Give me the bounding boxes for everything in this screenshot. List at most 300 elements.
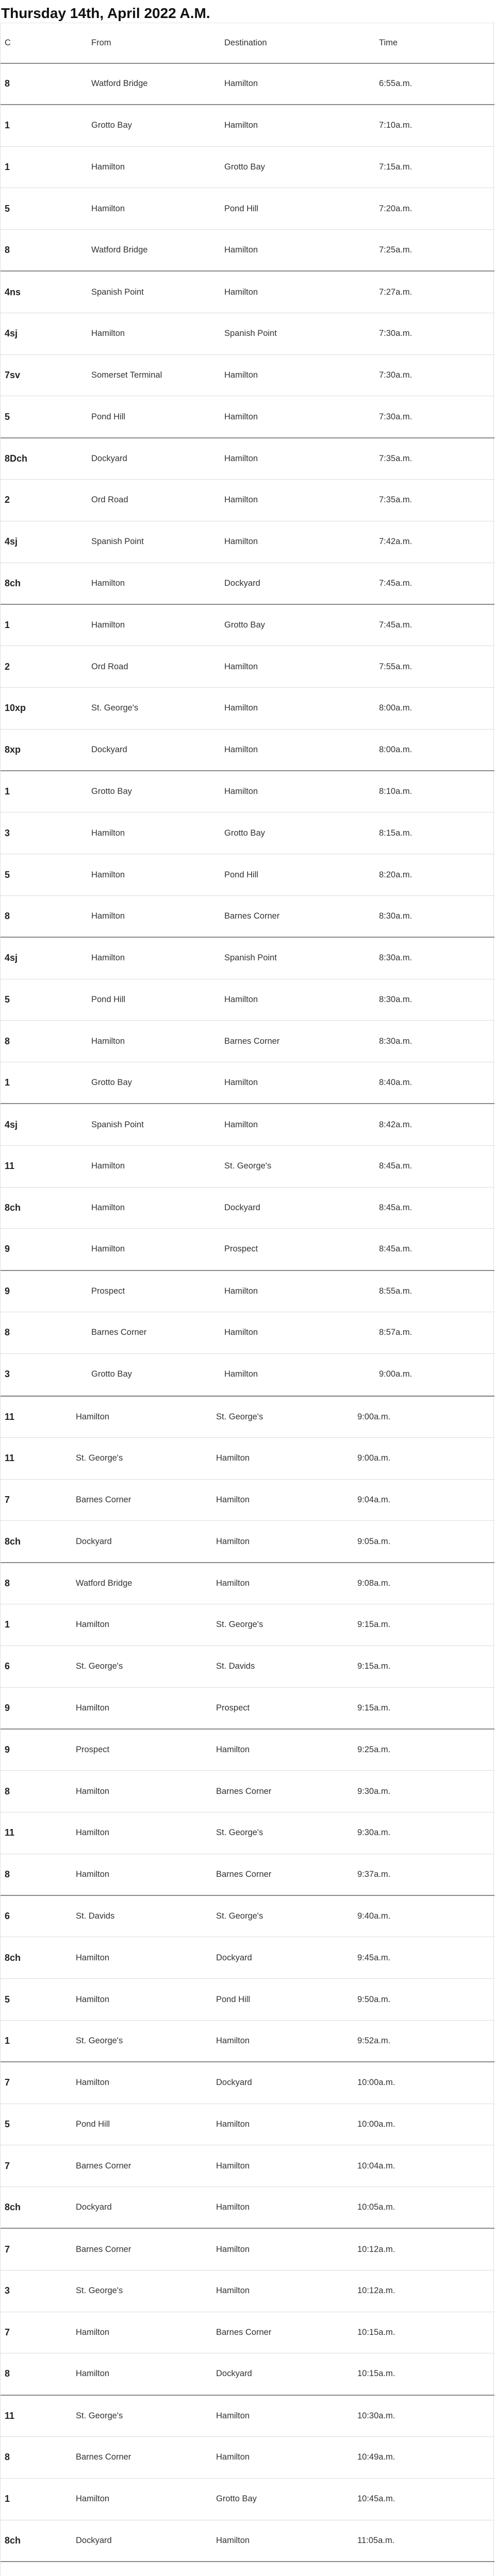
time-cell: 10:12a.m. — [357, 2244, 395, 2254]
route-cell: 4sj — [5, 1119, 18, 1130]
from-cell: Spanish Point — [91, 537, 144, 547]
from-cell: Hamilton — [76, 1994, 110, 2004]
table-row — [1, 937, 494, 979]
time-cell: 9:45a.m. — [357, 1953, 391, 1962]
route-cell: 7 — [5, 2077, 10, 2088]
from-cell: Hamilton — [91, 329, 125, 338]
destination-cell: Dockyard — [216, 2078, 252, 2088]
time-cell: 8:45a.m. — [379, 1244, 412, 1254]
route-cell: 9 — [5, 1285, 10, 1296]
time-cell: 9:15a.m. — [357, 1620, 391, 1630]
from-cell: Grotto Bay — [91, 787, 132, 796]
route-cell: 8ch — [5, 578, 21, 588]
table-row — [1, 63, 494, 105]
time-cell: 10:15a.m. — [357, 2327, 395, 2337]
destination-cell: Hamilton — [224, 1369, 258, 1379]
time-cell: 7:27a.m. — [379, 287, 412, 297]
table-row — [1, 1021, 494, 1062]
route-cell: 1 — [5, 161, 10, 172]
from-cell: Somerset Terminal — [91, 370, 162, 380]
route-cell: 7 — [5, 2160, 10, 2171]
from-cell: Hamilton — [76, 2327, 110, 2337]
from-cell: St. George's — [76, 2411, 123, 2420]
destination-cell: St. George's — [216, 1620, 263, 1630]
route-cell: 8 — [5, 911, 10, 922]
destination-cell: Prospect — [224, 1244, 258, 1254]
destination-cell — [212, 2562, 353, 2576]
from-cell: Pond Hill — [91, 994, 126, 1004]
destination-cell: St. George's — [216, 1412, 263, 1421]
destination-cell: Hamilton — [216, 1536, 250, 1546]
time-cell: 9:15a.m. — [357, 1662, 391, 1671]
column-header-time: Time — [379, 38, 398, 47]
route-cell: 4sj — [5, 953, 18, 963]
from-cell: Hamilton — [91, 953, 125, 963]
table-row — [1, 438, 494, 480]
time-cell: 10:15a.m. — [357, 2369, 395, 2379]
time-cell: 7:55a.m. — [379, 662, 412, 671]
table-row — [1, 729, 494, 771]
from-cell: Barnes Corner — [76, 2244, 131, 2254]
table-row — [1, 1979, 494, 2021]
route-cell: 2 — [5, 495, 10, 505]
table-row — [1, 188, 494, 230]
time-cell: 9:00a.m. — [357, 1412, 391, 1421]
table-row — [1, 2104, 494, 2145]
destination-cell: Hamilton — [216, 1495, 250, 1504]
from-cell: Dockyard — [91, 744, 127, 754]
table-row — [1, 1812, 494, 1854]
time-cell: 9:04a.m. — [357, 1495, 391, 1504]
destination-cell: Hamilton — [216, 1453, 250, 1463]
table-row — [1, 563, 494, 604]
destination-cell: Grotto Bay — [216, 2494, 257, 2504]
from-cell: Grotto Bay — [91, 121, 132, 130]
table-row — [1, 396, 494, 438]
table-row — [1, 771, 494, 812]
table-row — [1, 2312, 494, 2353]
route-cell: 7 — [5, 2327, 10, 2337]
route-cell: 8 — [5, 2368, 10, 2379]
time-cell: 7:15a.m. — [379, 162, 412, 172]
route-cell: 3 — [5, 827, 10, 838]
from-cell: Barnes Corner — [91, 1328, 147, 1337]
from-cell: Hamilton — [91, 1202, 125, 1212]
route-cell: 7 — [5, 1494, 10, 1505]
route-cell: 8ch — [5, 2202, 21, 2213]
time-cell — [353, 2562, 494, 2576]
destination-cell: Hamilton — [216, 2036, 250, 2046]
time-cell: 8:55a.m. — [379, 1286, 412, 1296]
route-cell: 11 — [5, 1411, 15, 1422]
destination-cell: Prospect — [216, 1703, 250, 1713]
from-cell: Hamilton — [91, 620, 125, 630]
time-cell: 10:30a.m. — [357, 2411, 395, 2420]
route-cell: 1 — [5, 120, 10, 131]
destination-cell: Hamilton — [224, 744, 258, 754]
from-cell: St. George's — [76, 2036, 123, 2046]
destination-cell: Hamilton — [224, 453, 258, 463]
route-cell: 4ns — [5, 286, 21, 297]
route-cell: 11 — [5, 2410, 15, 2421]
route-cell: 5 — [5, 203, 10, 214]
destination-cell: Hamilton — [224, 370, 258, 380]
table-row — [1, 1187, 494, 1229]
destination-cell: Hamilton — [224, 537, 258, 547]
destination-cell: Hamilton — [216, 2161, 250, 2171]
route-cell: 1 — [5, 2494, 10, 2504]
time-cell: 9:30a.m. — [357, 1786, 391, 1796]
table-row — [1, 895, 494, 937]
schedule-table-early — [1, 23, 494, 1396]
time-cell: 7:25a.m. — [379, 245, 412, 255]
table-header — [1, 23, 494, 63]
time-cell: 10:45a.m. — [357, 2494, 395, 2504]
table-row — [1, 1854, 494, 1895]
table-row — [1, 1479, 494, 1521]
table-row — [1, 1270, 494, 1312]
from-cell: Dockyard — [76, 1536, 112, 1546]
destination-cell: Grotto Bay — [224, 620, 265, 630]
table-row — [1, 1521, 494, 1563]
time-cell: 7:10a.m. — [379, 121, 412, 130]
from-cell: St. George's — [91, 703, 139, 713]
schedule-table-late — [1, 1396, 494, 2576]
route-cell: 11 — [5, 1827, 15, 1838]
route-cell: 9 — [5, 1244, 10, 1255]
schedule-container — [0, 23, 494, 2576]
header-row — [1, 23, 494, 63]
route-cell: 1 — [5, 786, 10, 797]
route-cell: 8 — [5, 245, 10, 256]
from-cell: St. George's — [76, 1662, 123, 1671]
destination-cell: Dockyard — [224, 578, 260, 588]
table-row — [1, 146, 494, 188]
column-header-from: From — [91, 38, 111, 47]
table-row — [1, 1771, 494, 1812]
time-cell: 9:30a.m. — [357, 1828, 391, 1838]
time-cell: 6:55a.m. — [379, 79, 412, 89]
route-cell: 8xp — [5, 744, 21, 755]
route-cell: 5 — [5, 994, 10, 1005]
from-cell: Hamilton — [76, 2078, 110, 2088]
time-cell: 8:40a.m. — [379, 1078, 412, 1088]
table-body-early — [1, 63, 494, 1396]
route-cell: 11 — [5, 1161, 15, 1172]
table-row — [1, 1895, 494, 1937]
from-cell: Watford Bridge — [76, 1578, 133, 1588]
route-cell: 5 — [5, 411, 10, 422]
from-cell: Hamilton — [76, 2494, 110, 2504]
from-cell: Hamilton — [76, 1786, 110, 1796]
destination-cell: Hamilton — [224, 703, 258, 713]
from-cell: Watford Bridge — [91, 79, 148, 89]
route-cell: 8 — [5, 1036, 10, 1046]
time-cell: 8:45a.m. — [379, 1202, 412, 1212]
from-cell: Hamilton — [76, 1412, 110, 1421]
from-cell: Spanish Point — [91, 287, 144, 297]
table-row — [1, 646, 494, 688]
table-row — [1, 812, 494, 854]
table-row — [1, 1229, 494, 1270]
time-cell: 8:00a.m. — [379, 744, 412, 754]
destination-cell: Barnes Corner — [216, 2327, 272, 2337]
route-cell: 1 — [5, 1619, 10, 1630]
route-cell: 7sv — [5, 369, 21, 380]
destination-cell: Pond Hill — [224, 204, 259, 213]
destination-cell: Barnes Corner — [216, 1786, 272, 1796]
from-cell: Ord Road — [91, 662, 128, 671]
table-row — [1, 2353, 494, 2395]
column-header-destination: Destination — [224, 38, 267, 47]
from-cell: Hamilton — [76, 1953, 110, 1962]
table-row — [1, 1437, 494, 1479]
time-cell: 11:05a.m. — [357, 2535, 395, 2545]
from-cell: Dockyard — [76, 2202, 112, 2212]
time-cell: 7:35a.m. — [379, 495, 412, 505]
from-cell: Hamilton — [91, 870, 125, 879]
table-row — [1, 2145, 494, 2187]
from-cell: St. George's — [76, 1453, 123, 1463]
table-row — [1, 521, 494, 563]
destination-cell: Hamilton — [216, 2286, 250, 2296]
route-cell: 8ch — [5, 1952, 21, 1963]
time-cell: 9:50a.m. — [357, 1994, 391, 2004]
destination-cell: Hamilton — [224, 287, 258, 297]
table-row — [1, 1312, 494, 1353]
time-cell: 8:42a.m. — [379, 1120, 412, 1129]
time-cell: 8:30a.m. — [379, 1036, 412, 1046]
table-row — [1, 1687, 494, 1729]
destination-cell: Hamilton — [224, 662, 258, 671]
destination-cell: St. George's — [216, 1828, 263, 1838]
from-cell: Ord Road — [91, 495, 128, 505]
table-row — [1, 1937, 494, 1979]
destination-cell: Hamilton — [216, 2119, 250, 2129]
destination-cell: Dockyard — [216, 2369, 252, 2379]
route-cell: 3 — [5, 1369, 10, 1380]
time-cell: 7:45a.m. — [379, 620, 412, 630]
destination-cell: Grotto Bay — [224, 828, 265, 838]
route-cell: 8 — [5, 1786, 10, 1797]
destination-cell: Hamilton — [216, 2535, 250, 2545]
destination-cell: Dockyard — [224, 1202, 260, 1212]
destination-cell: Barnes Corner — [216, 1869, 272, 1879]
destination-cell: Hamilton — [224, 245, 258, 255]
time-cell: 10:05a.m. — [357, 2202, 395, 2212]
destination-cell: Barnes Corner — [224, 1036, 280, 1046]
table-row — [1, 2020, 494, 2062]
from-cell: Watford Bridge — [91, 245, 148, 255]
route-cell: 9 — [5, 1702, 10, 1713]
route-cell: 8 — [5, 1869, 10, 1879]
destination-cell: Hamilton — [216, 1578, 250, 1588]
route-cell: 5 — [5, 869, 10, 880]
time-cell: 9:25a.m. — [357, 1745, 391, 1755]
from-cell: Dockyard — [76, 2535, 112, 2545]
from-cell: St. George's — [76, 2286, 123, 2296]
table-row — [1, 2520, 494, 2562]
route-cell: 7 — [5, 2244, 10, 2255]
route-cell: 6 — [5, 1661, 10, 1672]
time-cell: 10:00a.m. — [357, 2078, 395, 2088]
time-cell: 10:49a.m. — [357, 2452, 395, 2462]
time-cell: 7:45a.m. — [379, 578, 412, 588]
destination-cell: St. George's — [224, 1161, 272, 1171]
time-cell: 9:05a.m. — [357, 1536, 391, 1546]
time-cell: 7:42a.m. — [379, 537, 412, 547]
destination-cell: Hamilton — [216, 2202, 250, 2212]
route-cell: 5 — [5, 2119, 10, 2129]
table-row — [1, 230, 494, 272]
from-cell: Hamilton — [76, 2369, 110, 2379]
table-row — [1, 2062, 494, 2104]
table-row — [1, 1104, 494, 1145]
table-row — [1, 1729, 494, 1771]
route-cell: 8 — [5, 2452, 10, 2463]
table-row — [1, 2478, 494, 2520]
route-cell: 8ch — [5, 1202, 21, 1213]
table-row — [1, 1396, 494, 1438]
page-title: Thursday 14th, April 2022 A.M. — [1, 5, 210, 21]
time-cell: 9:37a.m. — [357, 1869, 391, 1879]
route-cell: 8ch — [5, 1536, 21, 1547]
route-cell: 1 — [5, 620, 10, 630]
table-row — [1, 1646, 494, 1687]
destination-cell: St. Davids — [216, 1662, 255, 1671]
route-cell: 4sj — [5, 328, 18, 339]
from-cell: Hamilton — [76, 1620, 110, 1630]
time-cell: 9:52a.m. — [357, 2036, 391, 2046]
from-cell: Pond Hill — [91, 412, 126, 421]
destination-cell: Grotto Bay — [224, 162, 265, 172]
destination-cell: Hamilton — [224, 1328, 258, 1337]
from-cell: Hamilton — [76, 1703, 110, 1713]
time-cell: 9:40a.m. — [357, 1911, 391, 1921]
table-row — [1, 1604, 494, 1646]
table-row — [1, 1563, 494, 1604]
time-cell: 8:00a.m. — [379, 703, 412, 713]
from-cell: Barnes Corner — [76, 1495, 131, 1504]
time-cell: 8:57a.m. — [379, 1328, 412, 1337]
from-cell: Barnes Corner — [76, 2161, 131, 2171]
time-cell: 8:20a.m. — [379, 870, 412, 879]
table-row — [1, 1062, 494, 1104]
destination-cell: Hamilton — [224, 994, 258, 1004]
destination-cell: Hamilton — [224, 1120, 258, 1129]
time-cell: 9:00a.m. — [379, 1369, 412, 1379]
route-cell: 8Dch — [5, 453, 28, 464]
destination-cell: Hamilton — [224, 412, 258, 421]
time-cell: 8:30a.m. — [379, 994, 412, 1004]
table-row — [1, 2562, 494, 2576]
destination-cell: Hamilton — [224, 495, 258, 505]
route-cell: 10xp — [5, 703, 26, 714]
route-cell: 1 — [5, 1077, 10, 1088]
table-row — [1, 979, 494, 1021]
from-cell: Dockyard — [91, 453, 127, 463]
from-cell: Hamilton — [91, 1036, 125, 1046]
table-row — [1, 1353, 494, 1395]
table-row — [1, 479, 494, 521]
destination-cell: Spanish Point — [224, 329, 277, 338]
from-cell: Prospect — [76, 1745, 110, 1755]
table-row — [1, 354, 494, 396]
destination-cell: Hamilton — [216, 2411, 250, 2420]
destination-cell: Hamilton — [216, 1745, 250, 1755]
from-cell: Pond Hill — [76, 2119, 110, 2129]
table-body-late — [1, 1396, 494, 2576]
time-cell: 9:15a.m. — [357, 1703, 391, 1713]
time-cell: 9:08a.m. — [357, 1578, 391, 1588]
from-cell: Spanish Point — [91, 1120, 144, 1129]
table-row — [1, 687, 494, 729]
table-row — [1, 2270, 494, 2312]
from-cell: Hamilton — [91, 1244, 125, 1254]
route-cell: 8ch — [5, 2535, 21, 2546]
from-cell: Hamilton — [91, 828, 125, 838]
from-cell: Hamilton — [76, 1828, 110, 1838]
table-row — [1, 2187, 494, 2229]
from-cell: Hamilton — [76, 1869, 110, 1879]
destination-cell: Dockyard — [216, 1953, 252, 1962]
destination-cell: St. George's — [216, 1911, 263, 1921]
time-cell: 9:00a.m. — [357, 1453, 391, 1463]
table-row — [1, 105, 494, 146]
destination-cell: Pond Hill — [216, 1994, 251, 2004]
time-cell: 7:30a.m. — [379, 329, 412, 338]
route-cell: 1 — [5, 2036, 10, 2046]
destination-cell: Hamilton — [224, 787, 258, 796]
time-cell: 7:20a.m. — [379, 204, 412, 213]
table-row — [1, 604, 494, 646]
time-cell: 7:35a.m. — [379, 453, 412, 463]
table-row — [1, 854, 494, 896]
table-row — [1, 2228, 494, 2270]
route-cell: 11 — [5, 1453, 15, 1464]
destination-cell: Hamilton — [224, 79, 258, 89]
from-cell: Hamilton — [91, 578, 125, 588]
from-cell: Hamilton — [91, 162, 125, 172]
table-row — [1, 2395, 494, 2437]
time-cell: 10:00a.m. — [357, 2119, 395, 2129]
route-cell: 3 — [5, 2285, 10, 2296]
time-cell: 7:30a.m. — [379, 370, 412, 380]
table-row — [1, 1145, 494, 1187]
route-cell: 4sj — [5, 536, 18, 547]
time-cell: 8:10a.m. — [379, 787, 412, 796]
from-cell: Prospect — [91, 1286, 125, 1296]
time-cell: 8:30a.m. — [379, 953, 412, 963]
route-cell: 2 — [5, 661, 10, 672]
from-cell: Barnes Corner — [76, 2452, 131, 2462]
from-cell: Hamilton — [91, 1161, 125, 1171]
time-cell: 10:12a.m. — [357, 2286, 395, 2296]
from-cell — [72, 2562, 212, 2576]
time-cell: 8:30a.m. — [379, 911, 412, 921]
column-header-route: C — [5, 38, 11, 47]
table-row — [1, 2436, 494, 2478]
from-cell: Hamilton — [91, 911, 125, 921]
destination-cell: Barnes Corner — [224, 911, 280, 921]
from-cell: Grotto Bay — [91, 1369, 132, 1379]
destination-cell: Hamilton — [224, 1286, 258, 1296]
route-cell: 8 — [5, 1327, 10, 1338]
route-cell: 9 — [5, 1744, 10, 1755]
table-row — [1, 313, 494, 354]
time-cell: 7:30a.m. — [379, 412, 412, 421]
table-row — [1, 271, 494, 313]
